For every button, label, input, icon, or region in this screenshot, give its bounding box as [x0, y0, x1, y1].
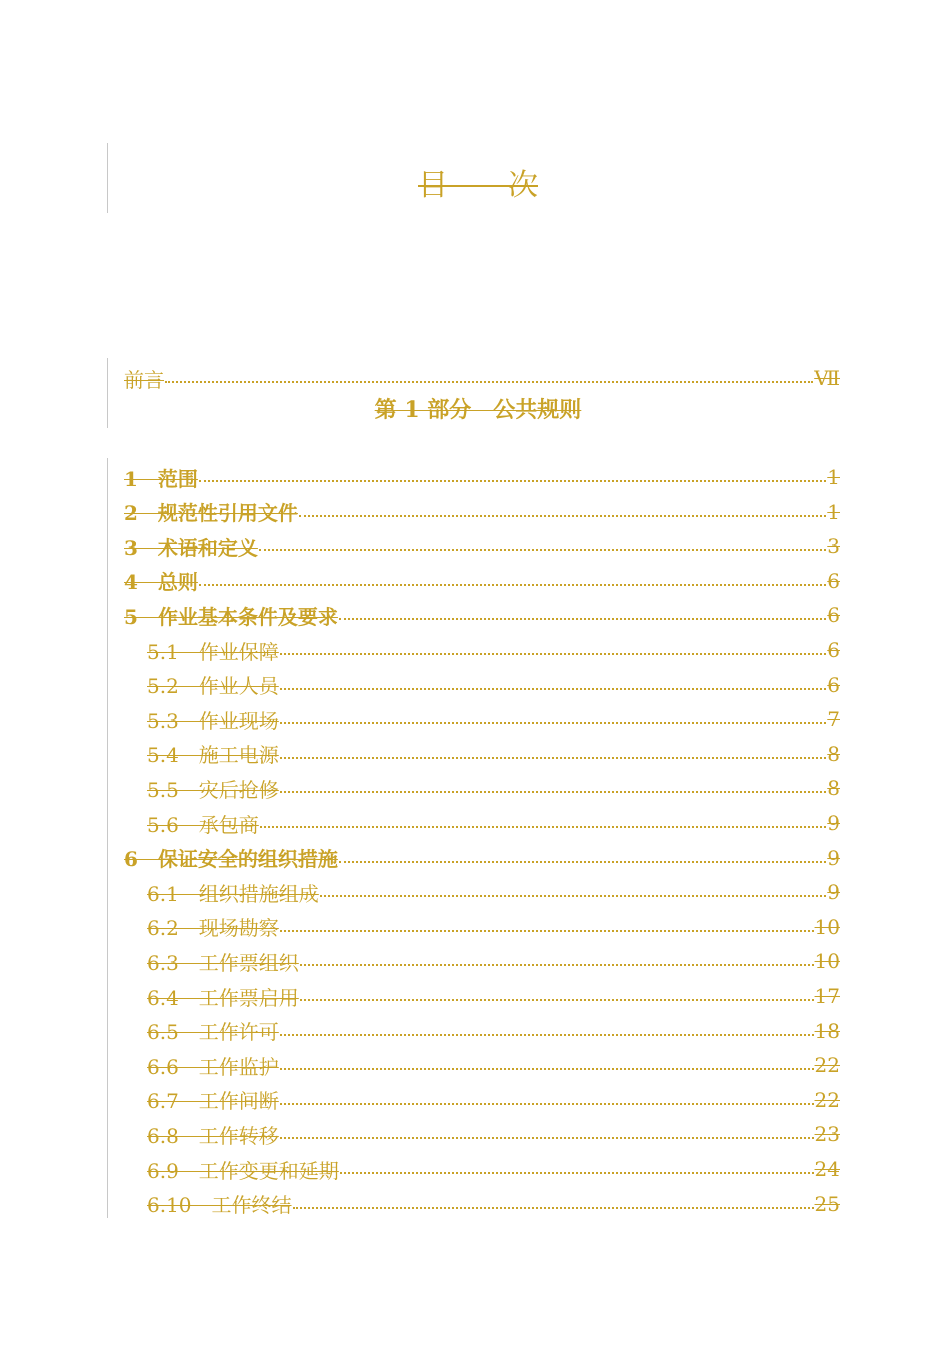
- toc-entry-label: 前言: [124, 367, 164, 392]
- toc-entry-page: 9: [827, 811, 840, 835]
- dot-leader: [165, 381, 813, 383]
- toc-entry-label: 6.9 工作变更和延期: [147, 1158, 339, 1183]
- dot-leader: [280, 757, 826, 759]
- toc-entry[interactable]: [147, 704, 840, 734]
- toc-entry-page: 25: [814, 1191, 840, 1216]
- toc-entry[interactable]: [124, 497, 840, 527]
- dot-leader: [199, 584, 826, 586]
- toc-entry-label: 2 规范性引用文件: [124, 501, 298, 526]
- dot-leader: [320, 895, 826, 897]
- toc-entry-label: 5.2 作业人员: [147, 674, 279, 699]
- toc-entry-label: 6.7 工作间断: [147, 1089, 279, 1114]
- toc-entry[interactable]: [124, 531, 840, 561]
- toc-entry-label: 1 范围: [124, 466, 198, 491]
- toc-entry-label: 6.1 组织措施组成: [147, 881, 319, 906]
- dot-leader: [280, 1137, 814, 1139]
- toc-entry-label: 5 作业基本条件及要求: [124, 604, 338, 629]
- toc-entry-page: 9: [827, 845, 840, 870]
- dot-leader: [199, 480, 826, 482]
- toc-entry-page: 6: [827, 638, 840, 662]
- dot-leader: [280, 688, 826, 690]
- toc-entry-page: 6: [827, 672, 840, 697]
- toc-entry[interactable]: [124, 566, 840, 596]
- toc-entry[interactable]: [147, 946, 840, 976]
- toc-entry-page: 6: [827, 568, 840, 593]
- toc-entry-page: 22: [814, 1053, 840, 1078]
- toc-entry-page: 10: [814, 914, 840, 939]
- toc-entry-page: 6: [827, 603, 840, 628]
- toc-entry[interactable]: [147, 1050, 840, 1080]
- dot-leader: [280, 930, 814, 932]
- toc-entry-label: 5.3 作业现场: [147, 708, 279, 733]
- toc-entry[interactable]: [147, 1189, 840, 1219]
- toc-entry[interactable]: [147, 981, 840, 1011]
- toc-entry-label: 5.1 作业保障: [147, 639, 279, 664]
- dot-leader: [280, 722, 826, 724]
- part-heading: 第 1 部分 公共规则: [374, 397, 582, 423]
- dot-leader: [280, 1034, 814, 1036]
- toc-entry[interactable]: [124, 600, 840, 630]
- toc-entry-page: 10: [814, 949, 840, 974]
- dot-leader: [299, 515, 826, 517]
- toc-entry[interactable]: [147, 1154, 840, 1184]
- toc-entry-label: 6.3 工作票组织: [147, 950, 299, 975]
- toc-entry[interactable]: [147, 1085, 840, 1115]
- toc-entry-page: 18: [814, 1018, 840, 1043]
- toc-entry-page: 23: [814, 1122, 840, 1147]
- dot-leader: [280, 653, 826, 655]
- dot-leader: [340, 1172, 814, 1174]
- toc-entry-page: 9: [827, 880, 840, 905]
- toc-entry[interactable]: [147, 773, 840, 803]
- toc-entry-label: 4 总则: [124, 570, 198, 595]
- dot-leader: [280, 791, 826, 793]
- toc-entry-label: 6.8 工作转移: [147, 1123, 279, 1148]
- toc-entry-label: 6.2 现场勘察: [147, 916, 279, 941]
- toc-entry-page: 22: [814, 1087, 840, 1112]
- toc-entry-page: 17: [814, 984, 840, 1008]
- toc-entry-label: 6.6 工作监护: [147, 1054, 279, 1079]
- toc-entry-preface[interactable]: [124, 363, 840, 393]
- dot-leader: [300, 999, 814, 1001]
- page-title: 目 次: [418, 168, 538, 203]
- toc-entry[interactable]: [124, 843, 840, 873]
- toc-entry-page: 8: [827, 741, 840, 766]
- toc-entry[interactable]: [147, 670, 840, 700]
- toc-entry-page: Ⅶ: [814, 366, 840, 390]
- toc-entry-label: 5.5 灾后抢修: [147, 777, 279, 802]
- toc-entry[interactable]: [147, 808, 840, 838]
- toc-entry-label: 5.6 承包商: [147, 812, 259, 837]
- dot-leader: [280, 1103, 814, 1105]
- toc-entry-page: 24: [814, 1157, 840, 1181]
- dot-leader: [280, 1068, 814, 1070]
- margin-rule-toc: [107, 458, 108, 1218]
- toc-entry-label: 5.4 施工电源: [147, 743, 279, 768]
- toc-entry-label: 6 保证安全的组织措施: [124, 847, 338, 872]
- toc-entry-label: 6.5 工作许可: [147, 1020, 279, 1045]
- toc-entry[interactable]: [147, 877, 840, 907]
- toc-entry[interactable]: [147, 739, 840, 769]
- toc-entry-label: 6.4 工作票启用: [147, 985, 299, 1010]
- toc-entry[interactable]: [147, 1016, 840, 1046]
- toc-entry[interactable]: [147, 912, 840, 942]
- toc-entry-page: 1: [827, 465, 840, 489]
- dot-leader: [339, 618, 826, 620]
- dot-leader: [293, 1207, 814, 1209]
- dot-leader: [259, 549, 826, 551]
- toc-entry-label: 3 术语和定义: [124, 535, 258, 560]
- toc-entry-page: 8: [827, 776, 840, 801]
- toc-entry[interactable]: [147, 635, 840, 665]
- toc-entry-page: 3: [827, 534, 840, 559]
- toc-entry-label: 6.10 工作终结: [147, 1193, 292, 1218]
- toc-entry-page: 7: [827, 707, 840, 732]
- title-block: [108, 160, 848, 210]
- dot-leader: [300, 964, 814, 966]
- toc-entry-page: 1: [827, 499, 840, 524]
- dot-leader: [260, 826, 826, 828]
- toc-entry[interactable]: [147, 1119, 840, 1149]
- toc-entry[interactable]: [124, 462, 840, 492]
- dot-leader: [339, 861, 826, 863]
